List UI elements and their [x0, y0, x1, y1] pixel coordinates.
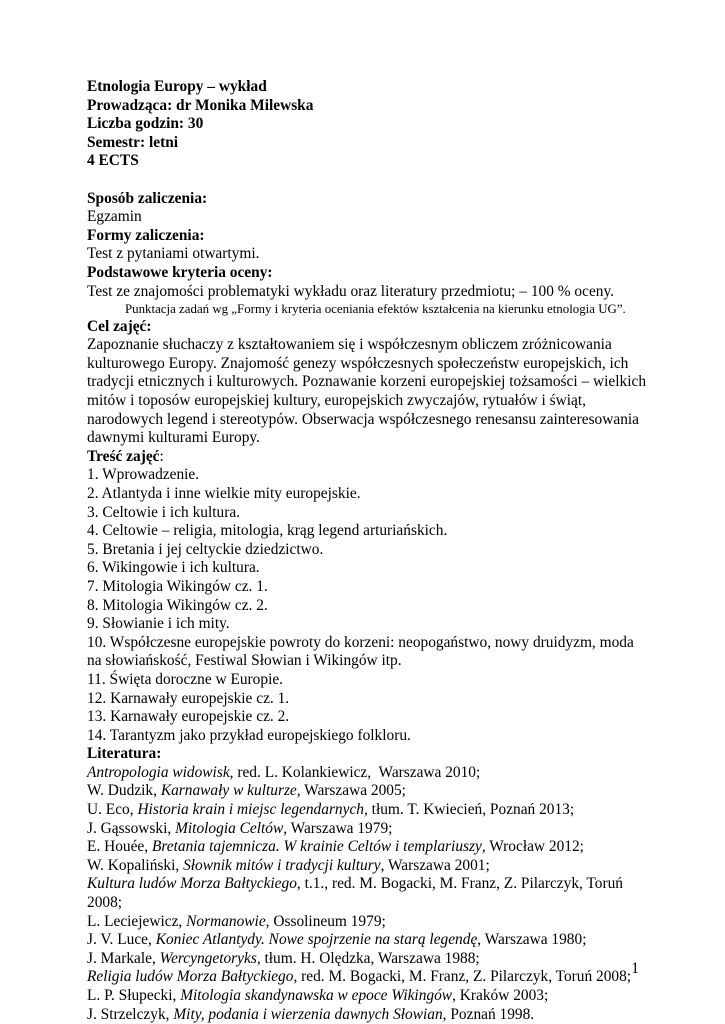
entry-author: J. Gąssowski,: [87, 819, 176, 837]
entry-title: Słownik mitów i tradycji kultury: [183, 856, 381, 874]
literature-entry-4: [87, 820, 652, 839]
content-item-5: 5. Bretania i jej celtyckie dziedzictwo.: [87, 540, 324, 558]
lecturer-line: Prowadząca: dr Monika Milewska: [87, 96, 314, 114]
course-title: Etnologia Europy – wykład: [87, 78, 267, 95]
entry-title: Wercyngetoryks: [159, 949, 257, 967]
content-item-7: 7. Mitologia Wikingów cz. 1.: [87, 577, 268, 595]
content-item-10: 10. Współczesne europejskie powroty do korzeni: neopogaństwo, nowy druidyzm, moda na słowiańskość, Festiwal Słowian i Wikingów itp.: [87, 633, 634, 670]
literature-entry-8: [87, 913, 652, 932]
entry-author: L. P. Słupecki,: [87, 987, 181, 1004]
entry-title: Bretania tajemnicza. W krainie Celtów i templariuszy: [151, 838, 482, 856]
entry-title: Kultura ludów Morza Bałtyckiego: [87, 875, 297, 893]
tresc-zajec-label-text: Treść zajęć: [87, 447, 160, 465]
entry-details: , Wrocław 2012;: [481, 838, 584, 856]
document-content: [87, 78, 652, 1024]
entry-details: , Warszawa 2005;: [296, 782, 406, 800]
entry-details: , t.1., red. M. Bogacki, M. Franz, Z. Pilarczyk, Toruń 2008;: [87, 875, 623, 912]
entry-details: , Warszawa 1980;: [477, 931, 587, 949]
literature-entry-7: [87, 875, 652, 912]
literature-entry-9: [87, 931, 652, 950]
entry-author: L. Leciejewicz,: [87, 912, 187, 930]
section-label-tresc-zajec: [87, 448, 652, 467]
ects-line: 4 ECTS: [87, 152, 139, 170]
section-label-cel-zajec: Cel zajęć:: [87, 317, 152, 335]
entry-details: , Poznań 1998.: [442, 1005, 535, 1023]
tresc-zajec-colon: :: [159, 447, 164, 465]
entry-details: , tłum. H. Olędzka, Warszawa 1988;: [256, 949, 480, 967]
content-item-2: 2. Atlantyda i inne wielkie mity europejskie.: [87, 484, 361, 502]
cel-zajec-paragraph: Zapoznanie słuchaczy z kształtowaniem się i współczesnym obliczem zróżnicowania kulturowego Europy. Znajomość genezy współczesnych społeczeństw europejskich, ich tradycji etnicznych i kulturowych. Poznawanie korzeni europejskiej tożsamości – wielkich mitów i toposów europejskiej kultury, europejskich zwyczajów, rytuałów i świąt, narodowych legend i stereotypów. Obserwacja współczesnego renesansu zainteresowania dawnymi kulturami Europy.: [87, 336, 647, 447]
entry-title: Antropologia widowisk: [87, 763, 230, 781]
content-item-9: 9. Słowianie i ich mity.: [87, 615, 230, 633]
entry-title: Historia krain i miejsc legendarnych: [137, 801, 364, 819]
content-item-4: 4. Celtowie – religia, mitologia, krąg legend arturiańskich.: [87, 522, 448, 540]
section-label-kryteria-oceny: Podstawowe kryteria oceny:: [87, 263, 273, 281]
literature-entry-11: [87, 968, 652, 987]
page-number: 1: [631, 960, 639, 978]
sposob-zaliczenia-value: Egzamin: [87, 208, 142, 226]
entry-author: E. Houée,: [87, 838, 152, 856]
content-item-8: 8. Mitologia Wikingów cz. 2.: [87, 596, 268, 614]
kryteria-oceny-note: Punktacja zadań wg „Formy i kryteria oceniania efektów kształcenia na kierunku etnologia UG”.: [125, 302, 626, 317]
entry-title: Normanowie: [186, 912, 266, 930]
entry-details: , Warszawa 2001;: [380, 856, 490, 874]
section-label-formy-zaliczenia: Formy zaliczenia:: [87, 226, 205, 244]
entry-author: J. V. Luce,: [87, 931, 156, 949]
entry-author: W. Kopaliński,: [87, 856, 184, 874]
content-item-6: 6. Wikingowie i ich kultura.: [87, 559, 260, 577]
entry-title: Religia ludów Morza Bałtyckiego: [87, 968, 294, 986]
entry-details: , Warszawa 1979;: [283, 819, 393, 837]
entry-title: Koniec Atlantydy. Nowe spojrzenie na starą legendę: [155, 931, 478, 949]
entry-details: , tłum. T. Kwiecień, Poznań 2013;: [363, 801, 575, 819]
literature-entry-1: [87, 764, 652, 783]
section-label-sposob-zaliczenia: Sposób zaliczenia:: [87, 189, 208, 207]
kryteria-oceny-value: Test ze znajomości problematyki wykładu oraz literatury przedmiotu; – 100 % oceny.: [87, 282, 615, 300]
entry-author: J. Markale,: [87, 949, 160, 967]
literature-entry-6: [87, 857, 652, 876]
content-item-1: 1. Wprowadzenie.: [87, 466, 200, 484]
literature-entry-2: [87, 782, 652, 801]
content-item-12: 12. Karnawały europejskie cz. 1.: [87, 689, 290, 707]
section-label-literatura: Literatura:: [87, 745, 162, 763]
semester-line: Semestr: letni: [87, 133, 179, 151]
blank-line: [87, 171, 652, 190]
entry-author: W. Dudzik,: [87, 782, 161, 800]
literature-entry-5: [87, 838, 652, 857]
entry-title: Mitologia skandynawska w epoce Wikingów: [180, 987, 453, 1004]
literature-entry-10: [87, 950, 652, 969]
entry-details: , red. M. Bogacki, M. Franz, Z. Pilarczyk, Toruń 2008;: [293, 968, 632, 986]
entry-author: J. Strzelczyk,: [87, 1005, 174, 1023]
content-item-11: 11. Święta doroczne w Europie.: [87, 670, 284, 688]
entry-title: Mitologia Celtów: [175, 819, 284, 837]
hours-line: Liczba godzin: 30: [87, 115, 204, 133]
literature-entry-3: [87, 801, 652, 820]
literature-entry-12: [87, 987, 652, 1006]
entry-title: Karnawały w kulturze: [160, 782, 297, 800]
entry-details: , Kraków 2003;: [452, 987, 549, 1004]
content-item-13: 13. Karnawały europejskie cz. 2.: [87, 708, 290, 726]
literature-entry-13: [87, 1006, 652, 1024]
entry-details: , red. L. Kolankiewicz, Warszawa 2010;: [229, 763, 481, 781]
entry-author: U. Eco,: [87, 801, 138, 819]
content-item-14: 14. Tarantyzm jako przykład europejskiego folkloru.: [87, 726, 411, 744]
formy-zaliczenia-value: Test z pytaniami otwartymi.: [87, 245, 260, 263]
entry-title: Mity, podania i wierzenia dawnych Słowian: [173, 1005, 443, 1023]
entry-details: , Ossolineum 1979;: [265, 912, 386, 930]
content-item-3: 3. Celtowie i ich kultura.: [87, 503, 241, 521]
